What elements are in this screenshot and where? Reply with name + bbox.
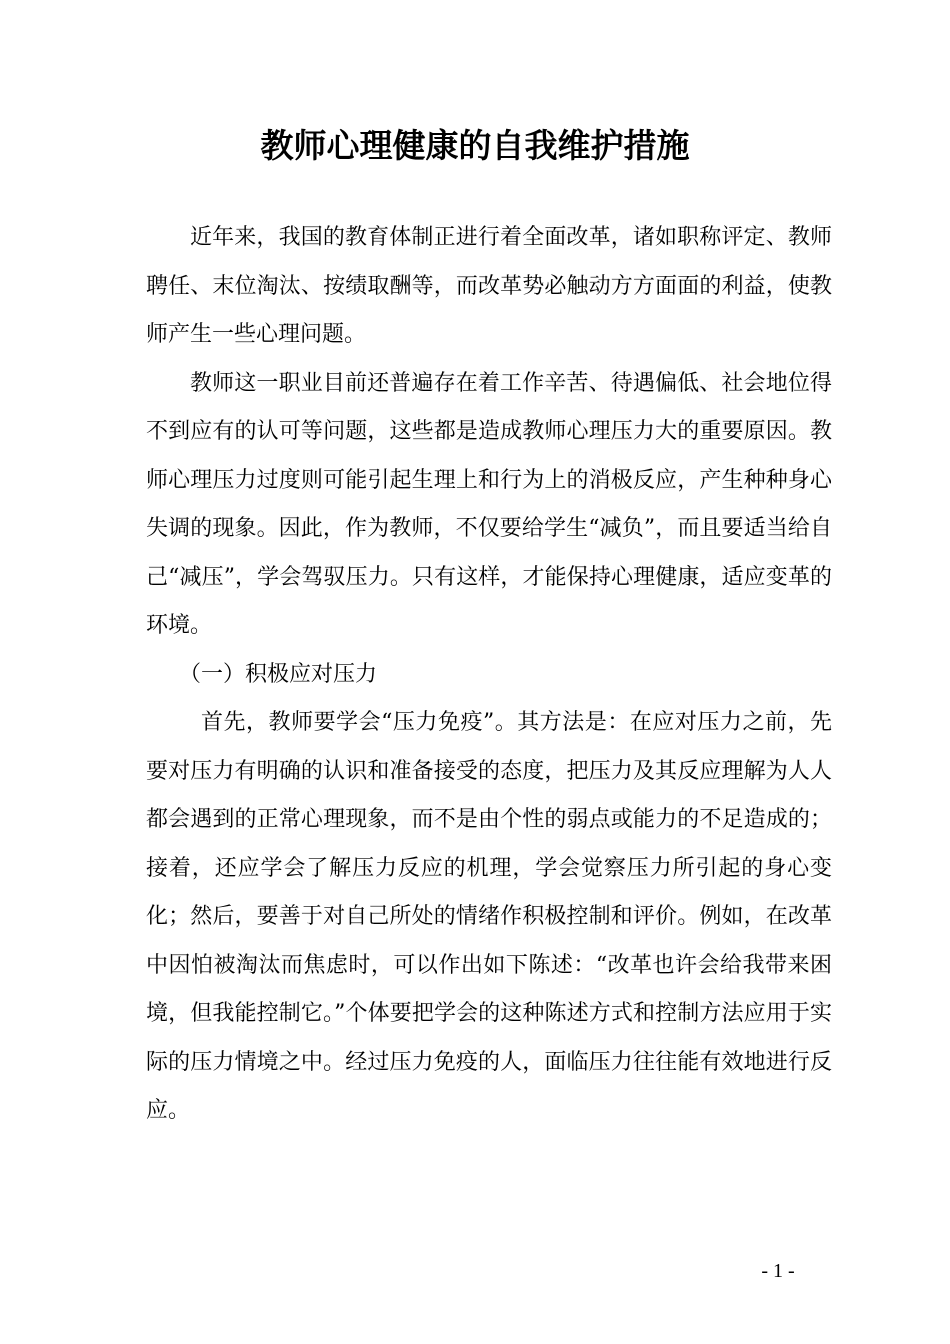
paragraph-intro: 近年来，我国的教育体制正进行着全面改革，诸如职称评定、教师聘任、末位淘汰、按绩取酬等，而改革势必触动方方面面的利益，使教师产生一些心理问题。 xyxy=(146,225,832,347)
document-title: 教师心理健康的自我维护措施 xyxy=(260,126,690,165)
section-heading: （一）积极应对压力 xyxy=(179,661,378,687)
document-body xyxy=(146,214,832,1136)
page-number: - 1 - xyxy=(761,1260,795,1282)
paragraph-pressure-causes: 教师这一职业目前还普遍存在着工作辛苦、待遇偏低、社会地位得不到应有的认可等问题，这些都是造成教师心理压力大的重要原因。教师心理压力过度则可能引起生理上和行为上的消极反应，产生种种身心失调的现象。因此，作为教师，不仅要给学生“减负”，而且要适当给自己“减压”，学会驾驭压力。只有这样，才能保持心理健康，适应变革的环境。 xyxy=(146,370,832,638)
paragraph-pressure-immunity: 首先，教师要学会“压力免疫”。其方法是：在应对压力之前，先要对压力有明确的认识和准备接受的态度，把压力及其反应理解为人人都会遇到的正常心理现象，而不是由个性的弱点或能力的不足造成的；接着，还应学会了解压力反应的机理，学会觉察压力所引起的身心变化；然后，要善于对自己所处的情绪作积极控制和评价。例如，在改革中因怕被淘汰而焦虑时，可以作出如下陈述：“改革也许会给我带来困境，但我能控制它。”个体要把学会的这种陈述方式和控制方法应用于实际的压力情境之中。经过压力免疫的人，面临压力往往能有效地进行反应。 xyxy=(146,710,832,1123)
